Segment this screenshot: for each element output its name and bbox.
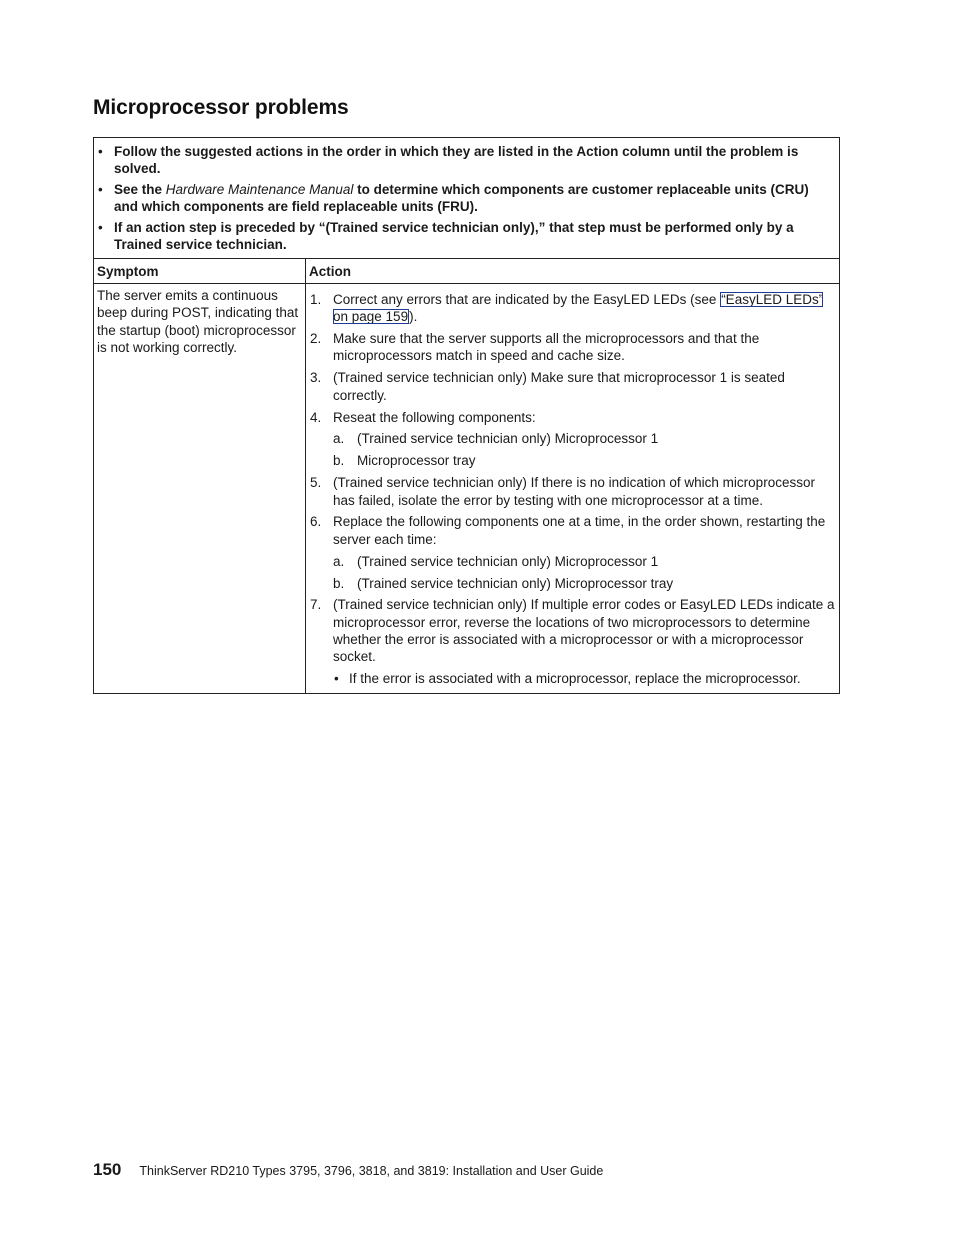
action-substep xyxy=(333,430,835,447)
footer-text: ThinkServer RD210 Types 3795, 3796, 3818, and 3819: Installation and User Guide xyxy=(139,1164,604,1178)
substep-letter: b. xyxy=(333,453,345,469)
action-header: Action xyxy=(306,259,839,284)
step-text: Make sure that the server supports all the microprocessors and that the microprocessors match in speed and cache size. xyxy=(333,331,760,364)
substep-letter: a. xyxy=(333,431,345,447)
bullet-mark: • xyxy=(98,182,103,197)
action-substep xyxy=(333,452,835,469)
step-number: 6. xyxy=(310,514,322,530)
substep-letter: a. xyxy=(333,553,345,569)
manual-title: Hardware Maintenance Manual xyxy=(165,182,354,197)
step-text: Reseat the following components: xyxy=(333,409,536,425)
action-substep xyxy=(333,553,835,570)
note-item xyxy=(97,143,833,177)
step-text-post: ). xyxy=(409,309,418,325)
step-text: Replace the following components one at a time, in the order shown, restarting the server each time: xyxy=(333,514,826,547)
page-number: 150 xyxy=(93,1160,122,1179)
action-step xyxy=(310,513,835,548)
page-title: Microprocessor problems xyxy=(93,96,349,119)
bullet-mark: • xyxy=(98,220,103,235)
note-item xyxy=(97,181,833,215)
step-text: (Trained service technician only) If there is no indication of which microprocessor has failed, isolate the error by testing with one microprocessor at a time. xyxy=(333,475,815,508)
substep-text: Microprocessor tray xyxy=(357,453,476,469)
note-item xyxy=(97,219,833,253)
step-number: 3. xyxy=(310,370,322,386)
bullet-text: If the error is associated with a microprocessor, replace the microprocessor. xyxy=(349,671,801,687)
substep-text: (Trained service technician only) Microprocessor 1 xyxy=(357,431,659,447)
note-text: If an action step is preceded by “(Trained service technician only),” that step must be performed only by a Trained service technician. xyxy=(114,220,794,252)
note-text: Follow the suggested actions in the order in which they are listed in the Action column until the problem is solved. xyxy=(114,144,799,176)
step-text-pre: Correct any errors that are indicated by the EasyLED LEDs (see xyxy=(333,292,721,307)
action-step xyxy=(310,474,835,509)
step-number: 7. xyxy=(310,597,322,613)
step-number: 4. xyxy=(310,409,322,425)
action-step xyxy=(310,596,835,665)
action-cell xyxy=(306,284,839,693)
action-step xyxy=(310,330,835,365)
action-step xyxy=(310,291,835,326)
symptom-column xyxy=(94,259,306,693)
easyled-leds-link[interactable]: “EasyLED LEDs” on page 159 xyxy=(333,292,824,325)
problem-table xyxy=(93,137,840,694)
action-substep xyxy=(333,575,835,592)
notes-section xyxy=(94,138,839,259)
action-step xyxy=(310,409,835,426)
step-text: (Trained service technician only) If multiple error codes or EasyLED LEDs indicate a microprocessor error, reverse the locations of two microprocessors to determine whether the error is associated with a microprocessor or with a microprocessor socket. xyxy=(333,597,835,665)
bullet-mark: • xyxy=(98,144,103,159)
bullet-mark: • xyxy=(334,671,339,687)
action-bullet xyxy=(333,670,835,687)
step-text: (Trained service technician only) Make sure that microprocessor 1 is seated correctly. xyxy=(333,370,785,403)
action-step xyxy=(310,369,835,404)
substep-text: (Trained service technician only) Microprocessor tray xyxy=(357,575,674,591)
action-column xyxy=(306,259,839,693)
symptom-header: Symptom xyxy=(94,259,305,284)
page-footer xyxy=(93,1160,603,1180)
note-text-pre: See the xyxy=(114,182,166,197)
substep-text: (Trained service technician only) Microprocessor 1 xyxy=(357,553,659,569)
step-number: 5. xyxy=(310,475,322,491)
step-number: 2. xyxy=(310,331,322,347)
symptom-cell: The server emits a continuous beep during POST, indicating that the startup (boot) microprocessor is not working correctly. xyxy=(97,288,299,355)
table-body xyxy=(94,259,839,693)
step-number: 1. xyxy=(310,292,322,307)
note-text-post: to determine which components are customer replaceable units (CRU) and which components are field replaceable units (FRU). xyxy=(114,182,809,214)
substep-letter: b. xyxy=(333,575,345,591)
